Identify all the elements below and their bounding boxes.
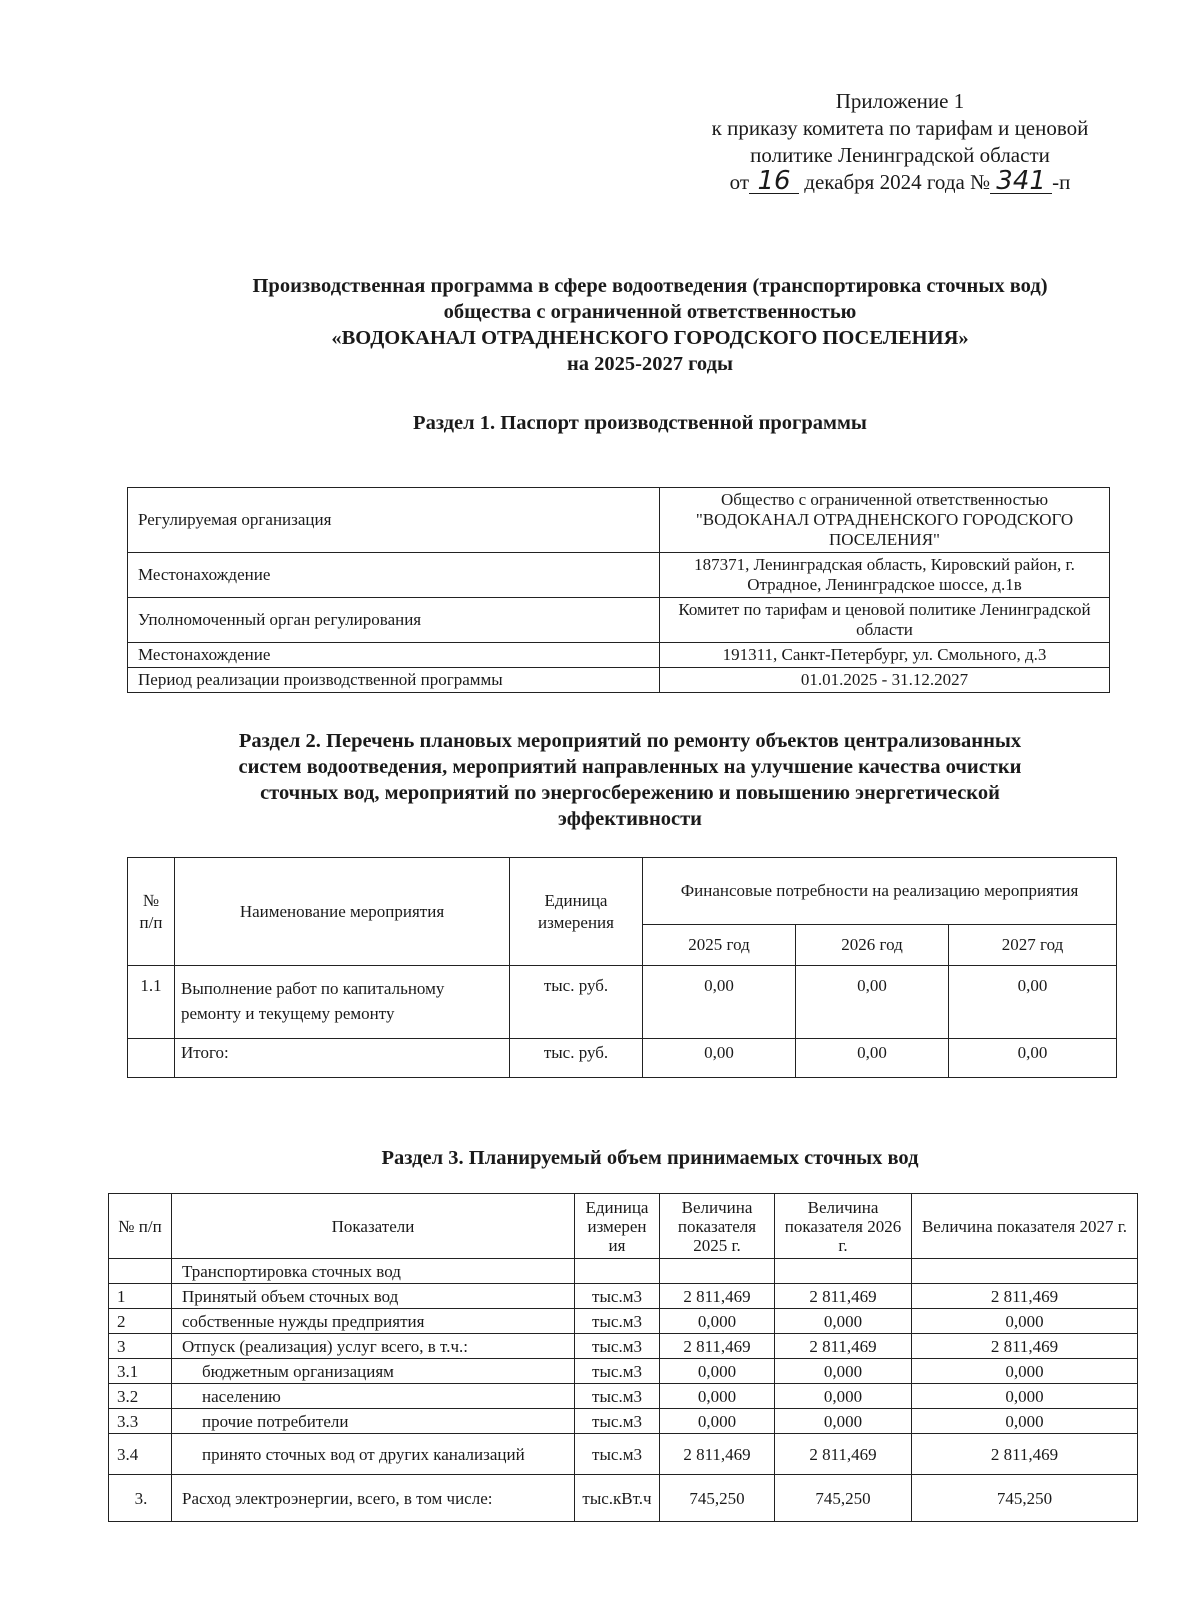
row-indicator: собственные нужды предприятия [172, 1309, 575, 1334]
row-value-2025: 0,000 [660, 1309, 775, 1334]
passport-value: Общество с ограниченной ответственностью "ВОДОКАНАЛ ОТРАДНЕНСКОГО ГОРОДСКОГО ПОСЕЛЕНИЯ" [660, 488, 1110, 553]
year-2025-header: 2025 год [643, 925, 796, 966]
date-middle: декабря 2024 года № [804, 170, 991, 194]
date-prefix: от [729, 170, 750, 194]
table-row [128, 643, 1110, 668]
passport-label: Местонахождение [128, 643, 660, 668]
row-unit: тыс.м3 [575, 1284, 660, 1309]
title-line-4: на 2025-2027 годы [567, 353, 733, 375]
row-value-2025: 745,250 [660, 1475, 775, 1522]
section1-heading [300, 410, 980, 436]
passport-value: 187371, Ленинградская область, Кировский район, г. Отрадное, Ленинградское шоссе, д.1в [660, 553, 1110, 598]
row-value-2027: 0,000 [912, 1359, 1138, 1384]
passport-label: Местонахождение [128, 553, 660, 598]
row-indicator: Расход электроэнергии, всего, в том числе: [172, 1475, 575, 1522]
row-unit: тыс. руб. [510, 966, 643, 1039]
table-header-row [128, 858, 1117, 925]
row-value-2026: 745,250 [775, 1475, 912, 1522]
table-row [128, 668, 1110, 693]
row-value-2025: 2 811,469 [660, 1334, 775, 1359]
row-no: 1.1 [128, 966, 175, 1039]
col-indicator-header: Показатели [172, 1194, 575, 1259]
year-2027-header: 2027 год [949, 925, 1117, 966]
section2-heading [140, 728, 1120, 832]
row-indicator: принято сточных вод от других канализаций [172, 1434, 575, 1475]
passport-label: Регулируемая организация [128, 488, 660, 553]
total-no [128, 1039, 175, 1078]
row-indicator: Принятый объем сточных вод [172, 1284, 575, 1309]
row-value-2027: 2 811,469 [912, 1284, 1138, 1309]
handwritten-order-number: 341 [990, 169, 1052, 194]
group-unit [575, 1259, 660, 1284]
row-value-2025: 0,000 [660, 1409, 775, 1434]
table-row [109, 1284, 1138, 1309]
row-value-2026: 0,000 [775, 1409, 912, 1434]
measures-table [127, 857, 1117, 1078]
passport-label: Уполномоченный орган регулирования [128, 598, 660, 643]
year-2026-header: 2026 год [796, 925, 949, 966]
row-value-2025: 2 811,469 [660, 1434, 775, 1475]
col-no-header: № п/п [128, 858, 175, 966]
total-value-2027: 0,00 [949, 1039, 1117, 1078]
row-value-2025: 2 811,469 [660, 1284, 775, 1309]
row-value-2027: 2 811,469 [912, 1334, 1138, 1359]
row-no: 1 [109, 1284, 172, 1309]
table-row [109, 1259, 1138, 1284]
col-2026-header: Величина показателя 2026 г. [775, 1194, 912, 1259]
table-row [109, 1309, 1138, 1334]
row-value-2027: 0,00 [949, 966, 1117, 1039]
group-2025 [660, 1259, 775, 1284]
row-value-2026: 2 811,469 [775, 1434, 912, 1475]
document-title [150, 273, 1150, 377]
table-header-row [109, 1194, 1138, 1259]
total-unit: тыс. руб. [510, 1039, 643, 1078]
row-no: 3.1 [109, 1359, 172, 1384]
row-unit: тыс.м3 [575, 1384, 660, 1409]
passport-table [127, 487, 1110, 693]
handwritten-day: 16 [749, 169, 799, 194]
passport-value: 01.01.2025 - 31.12.2027 [660, 668, 1110, 693]
total-value-2025: 0,00 [643, 1039, 796, 1078]
section2-heading-line-1: Раздел 2. Перечень плановых мероприятий по ремонту объектов централизованных [238, 730, 1022, 752]
row-name: Выполнение работ по капитальному ремонту и текущему ремонту [175, 966, 510, 1039]
row-value-2025: 0,000 [660, 1384, 775, 1409]
passport-label: Период реализации производственной программы [128, 668, 660, 693]
group-2027 [912, 1259, 1138, 1284]
row-unit: тыс.м3 [575, 1434, 660, 1475]
col-unit-header: Единица измерен ия [575, 1194, 660, 1259]
row-value-2026: 0,000 [775, 1384, 912, 1409]
col-name-header: Наименование мероприятия [175, 858, 510, 966]
row-value-2025: 0,00 [643, 966, 796, 1039]
section3-heading [300, 1145, 1000, 1171]
row-indicator: населению [172, 1384, 575, 1409]
appendix-committee-line: политике Ленинградской области [750, 143, 1050, 167]
total-name: Итого: [175, 1039, 510, 1078]
table-row [128, 488, 1110, 553]
table-row [109, 1384, 1138, 1409]
title-line-1: Производственная программа в сфере водоотведения (транспортировка сточных вод) [252, 275, 1048, 297]
col-2025-header: Величина показателя 2025 г. [660, 1194, 775, 1259]
passport-value: Комитет по тарифам и ценовой политике Ленинградской области [660, 598, 1110, 643]
row-unit: тыс.кВт.ч [575, 1475, 660, 1522]
row-value-2027: 745,250 [912, 1475, 1138, 1522]
section2-heading-line-3: сточных вод, мероприятий по энергосбережению и повышению энергетической [260, 782, 1000, 804]
row-indicator: бюджетным организациям [172, 1359, 575, 1384]
row-unit: тыс.м3 [575, 1359, 660, 1384]
group-label: Транспортировка сточных вод [172, 1259, 575, 1284]
table-row [109, 1334, 1138, 1359]
row-value-2025: 0,000 [660, 1359, 775, 1384]
row-value-2026: 2 811,469 [775, 1334, 912, 1359]
table-row [128, 598, 1110, 643]
table-row [128, 966, 1117, 1039]
row-value-2027: 0,000 [912, 1409, 1138, 1434]
row-no: 3.2 [109, 1384, 172, 1409]
passport-value: 191311, Санкт-Петербург, ул. Смольного, д.3 [660, 643, 1110, 668]
appendix-order-line: к приказу комитета по тарифам и ценовой [711, 116, 1089, 140]
row-value-2026: 0,000 [775, 1359, 912, 1384]
col-unit-header: Единица измерения [510, 858, 643, 966]
section2-heading-line-2: систем водоотведения, мероприятий направленных на улучшение качества очистки [238, 756, 1022, 778]
row-unit: тыс.м3 [575, 1309, 660, 1334]
col-no-header: № п/п [109, 1194, 172, 1259]
table-row [109, 1475, 1138, 1522]
row-no: 3 [109, 1334, 172, 1359]
table-row [109, 1409, 1138, 1434]
row-unit: тыс.м3 [575, 1409, 660, 1434]
appendix-header [660, 88, 1140, 196]
row-value-2026: 0,000 [775, 1309, 912, 1334]
table-row [109, 1359, 1138, 1384]
row-indicator: Отпуск (реализация) услуг всего, в т.ч.: [172, 1334, 575, 1359]
appendix-date-line [660, 166, 1140, 196]
appendix-label: Приложение 1 [835, 89, 965, 113]
order-suffix: -п [1052, 170, 1071, 194]
section3-heading-text: Раздел 3. Планируемый объем принимаемых сточных вод [381, 1147, 919, 1169]
row-value-2027: 0,000 [912, 1384, 1138, 1409]
total-value-2026: 0,00 [796, 1039, 949, 1078]
group-no [109, 1259, 172, 1284]
table-row [128, 553, 1110, 598]
col-finance-header: Финансовые потребности на реализацию мероприятия [643, 858, 1117, 925]
group-2026 [775, 1259, 912, 1284]
table-row [109, 1434, 1138, 1475]
row-no: 3.4 [109, 1434, 172, 1475]
row-no: 2 [109, 1309, 172, 1334]
row-value-2026: 2 811,469 [775, 1284, 912, 1309]
volumes-table [108, 1193, 1138, 1522]
row-indicator: прочие потребители [172, 1409, 575, 1434]
row-no: 3.3 [109, 1409, 172, 1434]
row-no: 3. [109, 1475, 172, 1522]
section1-heading-text: Раздел 1. Паспорт производственной программы [413, 412, 867, 434]
row-unit: тыс.м3 [575, 1334, 660, 1359]
row-value-2027: 2 811,469 [912, 1434, 1138, 1475]
row-value-2027: 0,000 [912, 1309, 1138, 1334]
title-line-2: общества с ограниченной ответственностью [443, 301, 857, 323]
title-line-3: «ВОДОКАНАЛ ОТРАДНЕНСКОГО ГОРОДСКОГО ПОСЕЛЕНИЯ» [331, 327, 969, 349]
section2-heading-line-4: эффективности [557, 808, 702, 830]
table-row [128, 1039, 1117, 1078]
row-value-2026: 0,00 [796, 966, 949, 1039]
col-2027-header: Величина показателя 2027 г. [912, 1194, 1138, 1259]
